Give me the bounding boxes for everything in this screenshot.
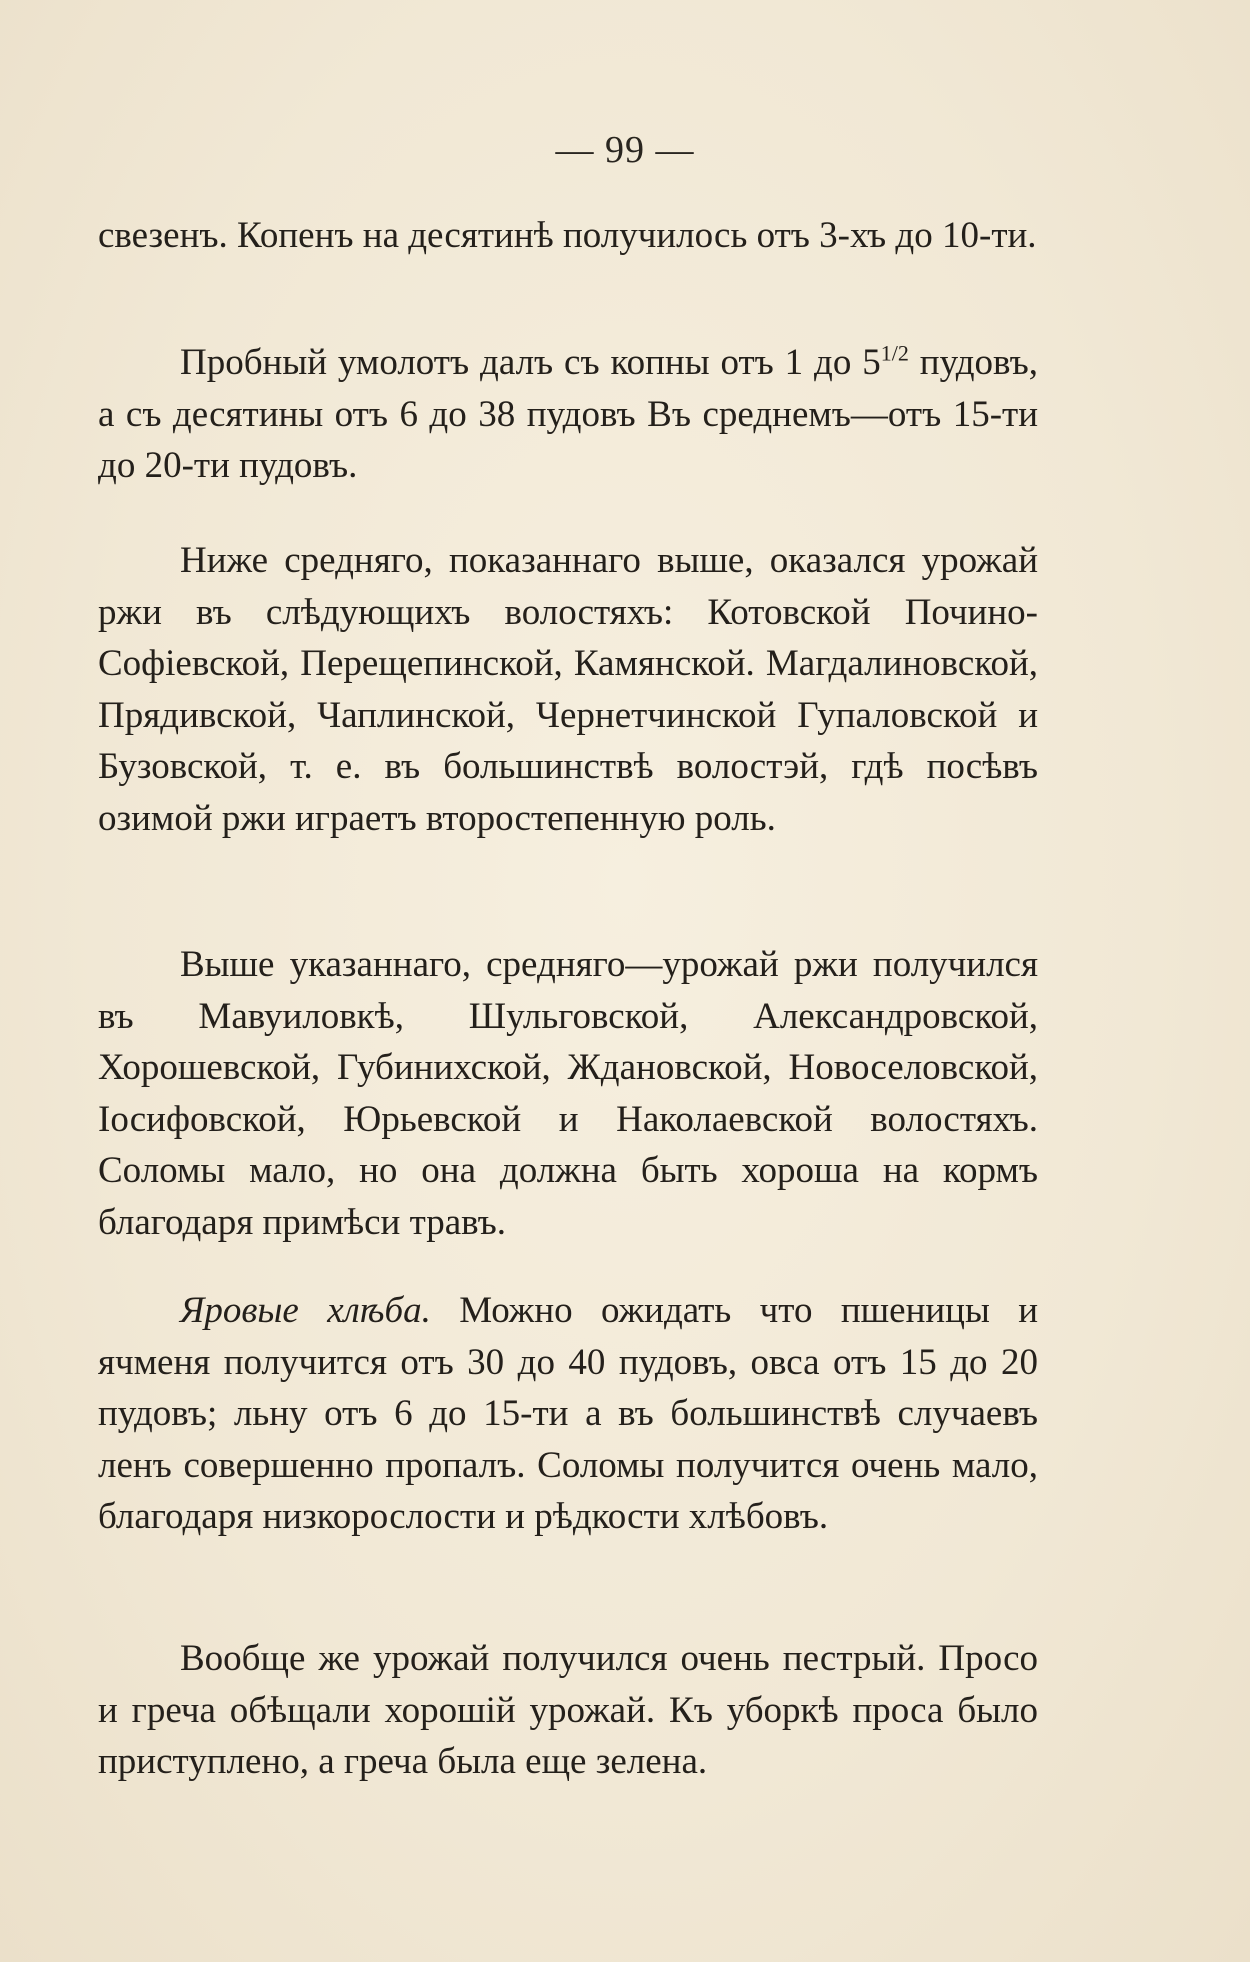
paragraph-4: Выше указаннаго, средняго—урожай ржи получился въ Мавуиловкѣ, Шульговской, Александровской, Хорошевской, Губинихской, Ждановской, Новоселовской, Іосифовской, Юрьевской и Наколаевской волостяхъ. Соломы мало, но она должна быть хороша на кормъ благодаря примѣси травъ. [98,944,1038,1243]
section-heading-spring-crops: Яровые хлѣба. [180,1290,431,1331]
paragraph-6: Вообще же урожай получился очень пестрый. Просо и греча обѣщали хорошій урожай. Къ уборкѣ проса было приступлено, а греча была еще зелена. [98,1638,1038,1782]
paragraph-2-text-start: Пробный умолотъ далъ съ копны отъ 1 до 5 [180,342,881,383]
paragraph-2 [98,337,1038,492]
paragraph-1: свезенъ. Копенъ на десятинѣ получилось отъ 3-хъ до 10-ти. [98,215,1037,256]
page-number: — 99 — [555,129,695,171]
paragraph-5 [98,1285,1038,1543]
paragraph-2-text-end: пудовъ, а съ десятины отъ 6 до 38 пудовъ Въ среднемъ—отъ 15-ти до 20-ти пудовъ. [98,342,1038,486]
paragraph-5-body: Можно ожидать что пшеницы и ячменя получится отъ 30 до 40 пудовъ, овса отъ 15 до 20 пудовъ; льну отъ 6 до 15-ти а въ большинствѣ случаевъ ленъ совершенно пропалъ. Соломы получится очень мало, благодаря низкорослости и рѣдкости хлѣбовъ. [98,1290,1039,1537]
paragraph-3: Ниже средняго, показаннаго выше, оказался урожай ржи въ слѣдующихъ волостяхъ: Котовской Почино-Софіевской, Перещепинской, Камянской. Магдалиновской, Прядивской, Чаплинской, Чернетчинской Гупаловской и Бузовской, т. е. въ большинствѣ волостэй, гдѣ посѣвъ озимой ржи играетъ второстепенную роль. [98,540,1038,839]
fraction-half: 1/2 [880,340,909,366]
